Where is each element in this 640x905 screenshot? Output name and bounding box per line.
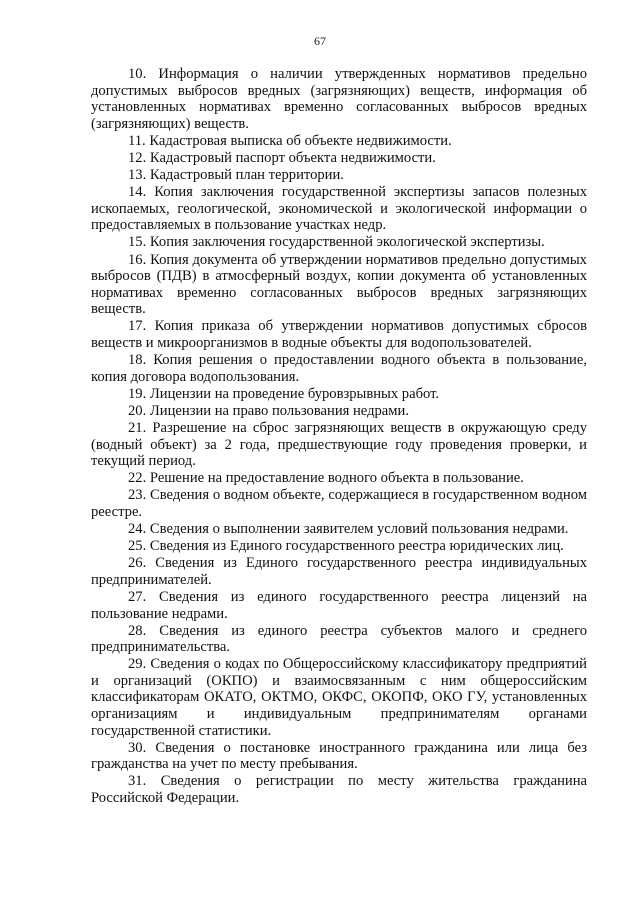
item-text: Сведения из единого государственного реестра лицензий на пользование недрами. bbox=[91, 588, 587, 622]
item-number: 30. bbox=[128, 739, 147, 756]
item-text: Сведения о выполнении заявителем условий пользования недрами. bbox=[149, 521, 569, 538]
item-number: 23. bbox=[128, 487, 147, 504]
item-text: Информация о наличии утвержденных нормативов предельно допустимых выбросов вредных (загрязняющих) веществ, информация об установленных нормативах временно согласованных выбросов вредных (загрязняющих) веществ. bbox=[91, 66, 588, 132]
item-text: Копия решения о предоставлении водного объекта в пользование, копия договора водопользования. bbox=[91, 352, 587, 385]
list-item bbox=[91, 740, 587, 773]
list-item bbox=[91, 403, 587, 420]
item-number: 18. bbox=[128, 352, 147, 369]
list-item bbox=[91, 252, 587, 318]
item-number: 13. bbox=[128, 167, 147, 184]
list-item bbox=[91, 420, 587, 470]
list-item bbox=[91, 589, 587, 622]
list-item bbox=[91, 487, 587, 520]
item-text: Кадастровый план территории. bbox=[149, 167, 344, 184]
list-item bbox=[91, 521, 587, 538]
list-item bbox=[91, 150, 587, 167]
list-item bbox=[91, 167, 587, 184]
item-number: 10. bbox=[128, 66, 147, 82]
item-number: 15. bbox=[128, 234, 147, 251]
item-text: Сведения о кодах по Общероссийскому классификатору предприятий и организаций (ОКПО) и взаимосвязанным с ним общероссийским классификаторам ОКАТО, ОКТМО, ОКФС, ОКОПФ, ОКО ГУ, установленных организациям и индивидуальным предпринимателям органами государственной статистики. bbox=[91, 656, 587, 739]
item-text: Сведения о регистрации по месту жительства гражданина Российской Федерации. bbox=[91, 773, 587, 807]
document-body bbox=[91, 66, 587, 807]
item-text: Сведения из Единого государственного реестра индивидуальных предпринимателей. bbox=[91, 555, 587, 588]
item-number: 26. bbox=[128, 555, 147, 572]
item-text: Кадастровая выписка об объекте недвижимости. bbox=[149, 132, 452, 149]
list-item bbox=[91, 352, 587, 385]
list-item bbox=[91, 133, 587, 150]
item-number: 12. bbox=[128, 149, 147, 166]
item-number: 24. bbox=[128, 521, 147, 538]
list-item bbox=[91, 318, 587, 351]
item-text: Кадастровый паспорт объекта недвижимости. bbox=[149, 149, 436, 166]
list-item bbox=[91, 623, 587, 656]
item-text: Сведения из Единого государственного реестра юридических лиц. bbox=[149, 538, 564, 555]
item-text: Копия документа об утверждении нормативов предельно допустимых выбросов (ПДВ) в атмосферный воздух, копии документа об установленных нормативах временно согласованных выбросов вредных загрязняющих веществ. bbox=[91, 251, 587, 318]
list-item bbox=[91, 184, 587, 234]
item-text: Сведения о постановке иностранного гражданина или лица без гражданства на учет по месту пребывания. bbox=[91, 739, 587, 773]
list-item bbox=[91, 234, 587, 251]
item-number: 14. bbox=[128, 184, 147, 201]
item-text: Сведения о водном объекте, содержащиеся в государственном водном реестре. bbox=[91, 487, 587, 520]
item-number: 17. bbox=[128, 318, 147, 335]
item-text: Лицензии на право пользования недрами. bbox=[149, 402, 409, 419]
list-item bbox=[91, 656, 587, 739]
item-number: 19. bbox=[128, 385, 147, 402]
list-item bbox=[91, 386, 587, 403]
item-text: Копия приказа об утверждении нормативов допустимых сбросов веществ и микроорганизмов в водные объекты для водопользователей. bbox=[91, 318, 588, 351]
item-number: 28. bbox=[128, 622, 147, 639]
list-item bbox=[91, 538, 587, 555]
item-text: Копия заключения государственной экологической экспертизы. bbox=[149, 234, 545, 251]
item-text: Лицензии на проведение буровзрывных работ. bbox=[149, 385, 440, 402]
item-number: 22. bbox=[128, 470, 147, 487]
item-number: 20. bbox=[128, 402, 147, 419]
item-number: 16. bbox=[128, 251, 147, 268]
list-item bbox=[91, 66, 587, 132]
item-text: Сведения из единого реестра субъектов малого и среднего предпринимательства. bbox=[91, 622, 587, 656]
item-number: 11. bbox=[128, 132, 146, 149]
item-text: Решение на предоставление водного объекта в пользование. bbox=[149, 470, 524, 487]
item-number: 27. bbox=[128, 588, 147, 605]
item-number: 31. bbox=[128, 773, 147, 790]
list-item bbox=[91, 555, 587, 588]
list-item bbox=[91, 773, 587, 806]
item-number: 25. bbox=[128, 538, 147, 555]
page-number: 67 bbox=[314, 34, 326, 48]
item-text: Копия заключения государственной экспертизы запасов полезных ископаемых, геологической, экономической и экологической информации о предоставляемых в пользование участках недр. bbox=[91, 184, 587, 234]
item-text: Разрешение на сброс загрязняющих веществ в окружающую среду (водный объект) за 2 года, предшествующие году проведения проверки, и текущий период. bbox=[91, 419, 587, 470]
list-item bbox=[91, 470, 587, 487]
item-number: 21. bbox=[128, 419, 147, 436]
item-number: 29. bbox=[128, 656, 147, 673]
